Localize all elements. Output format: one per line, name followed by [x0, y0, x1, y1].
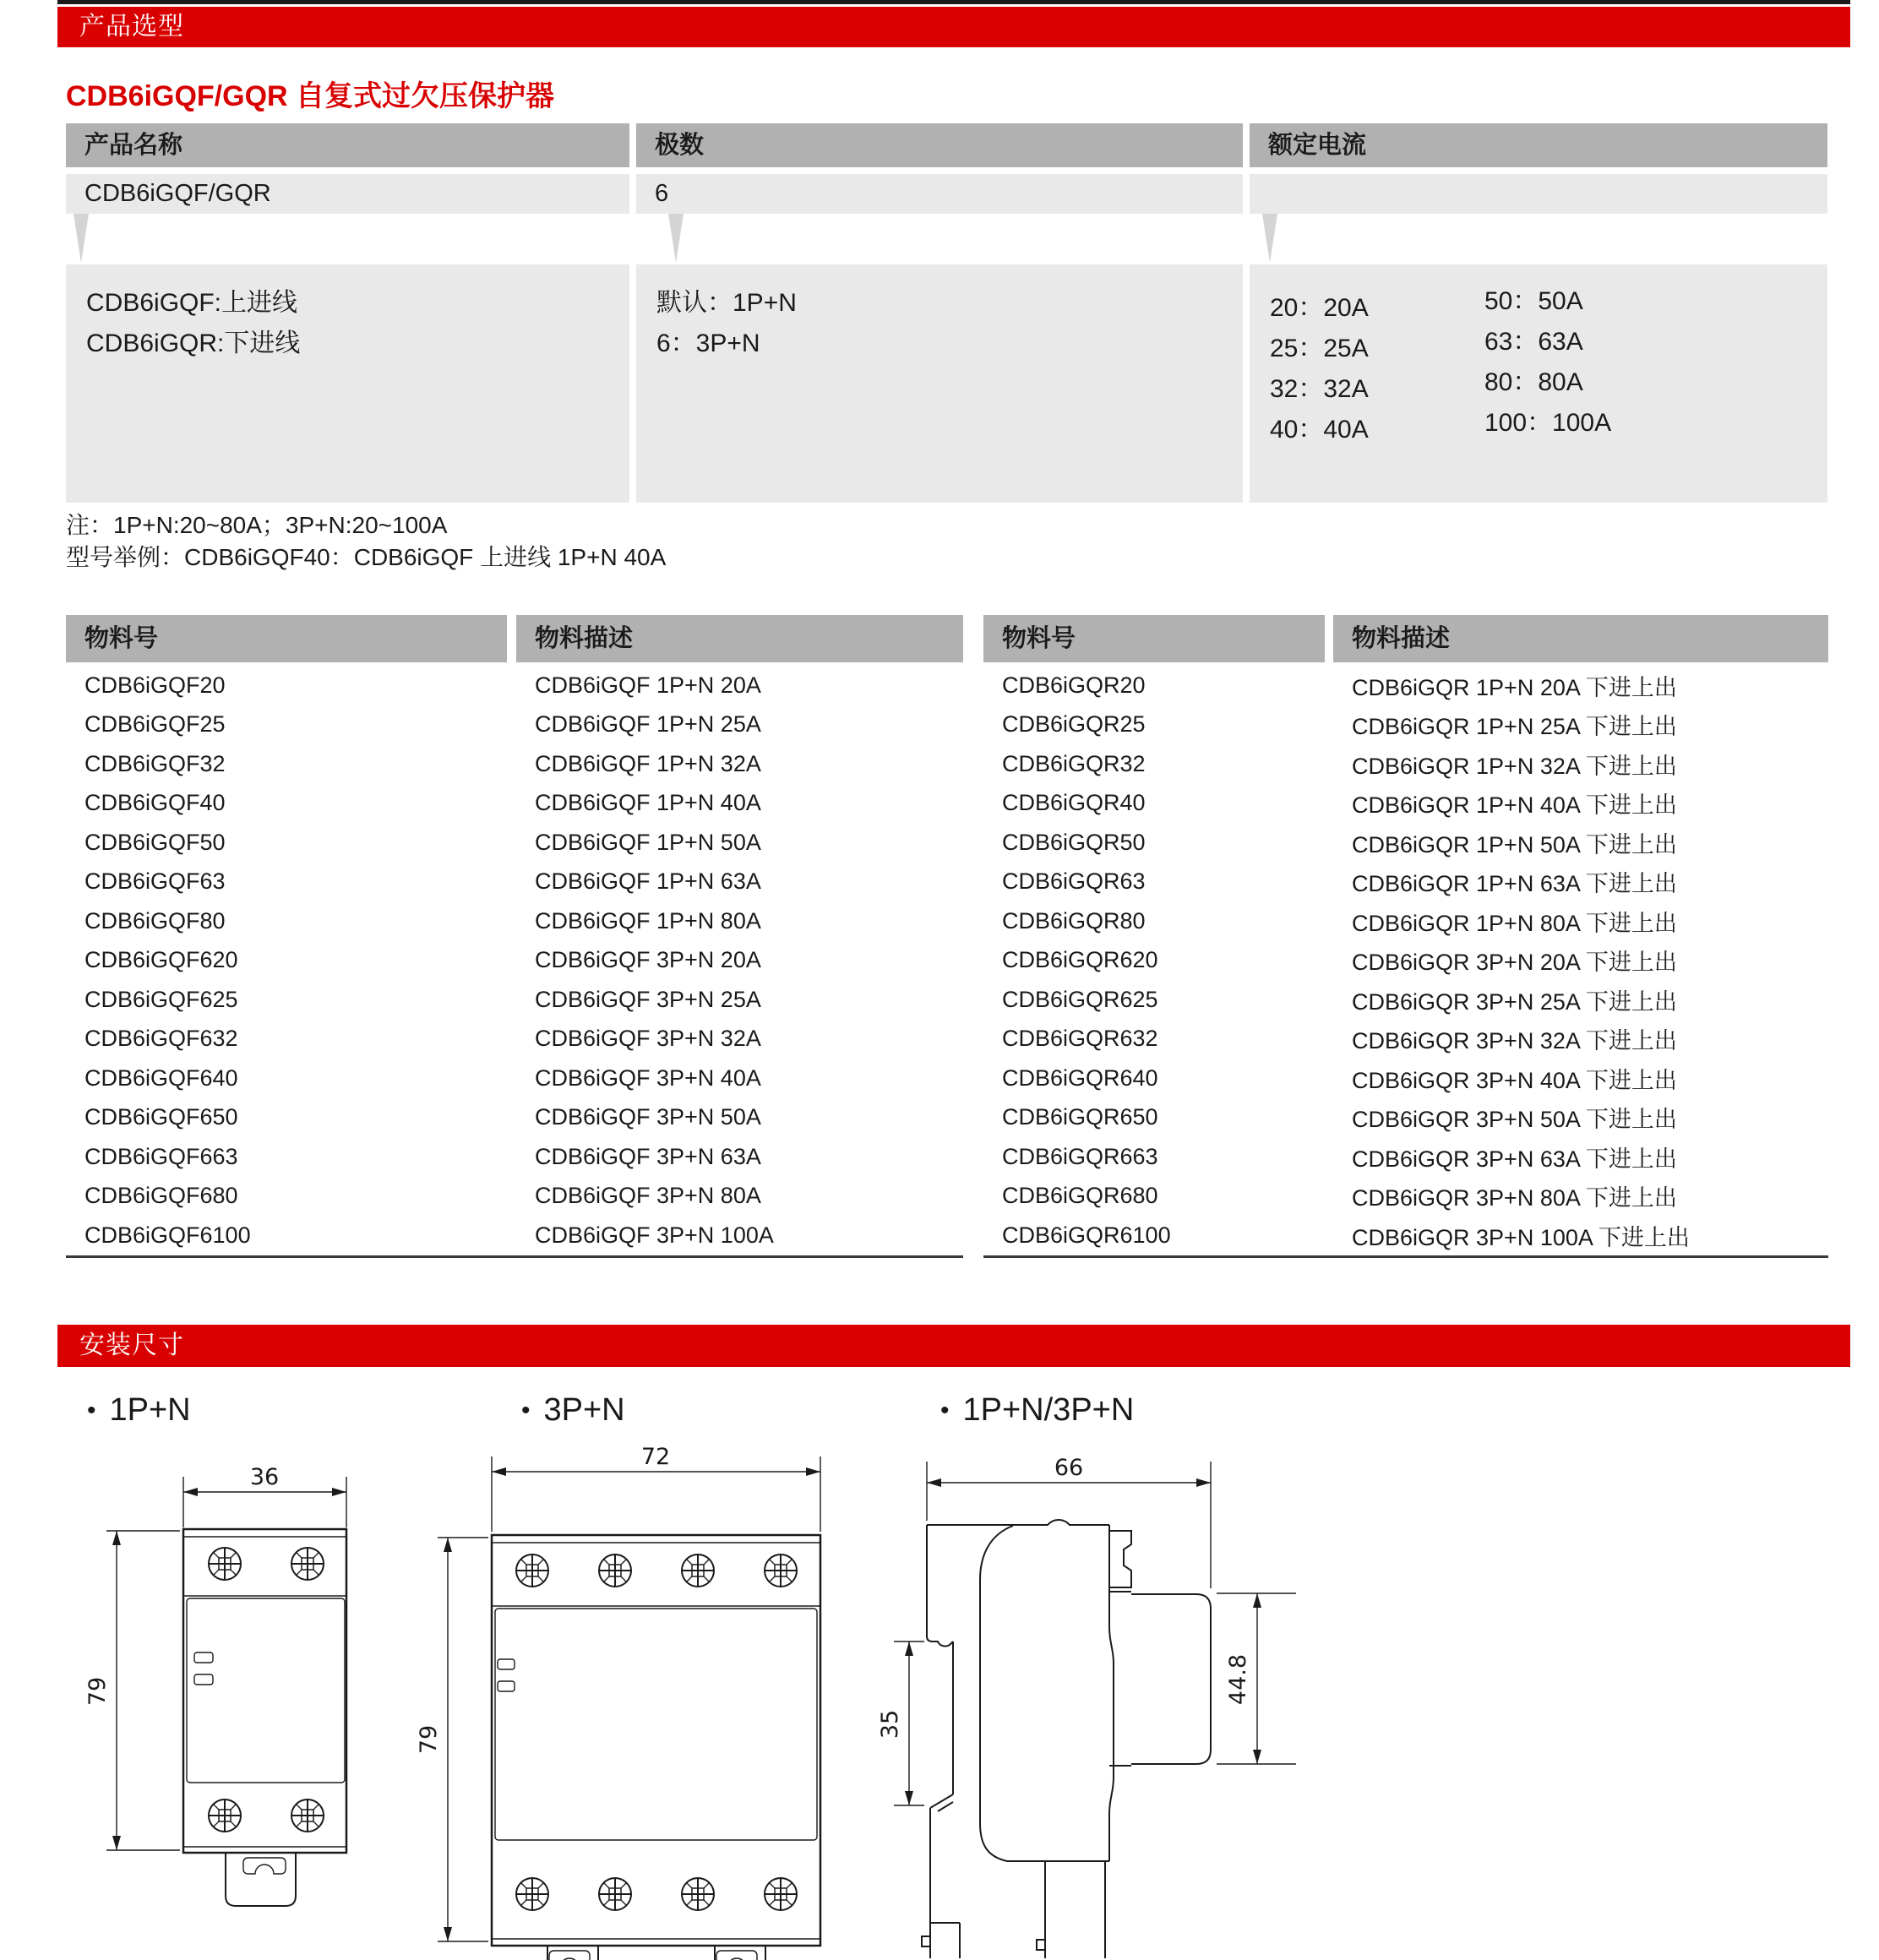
material-desc: CDB6iGQR 1P+N 20A 下进上出: [1352, 674, 1677, 700]
drawing-label-3pn: [521, 1392, 625, 1429]
screw-terminal-icon: [599, 1554, 631, 1587]
material-desc: CDB6iGQR 1P+N 25A 下进上出: [1352, 714, 1677, 740]
material-code: CDB6iGQF640: [84, 1064, 238, 1091]
material-code: CDB6iGQF632: [84, 1026, 238, 1052]
table-row: [66, 784, 963, 824]
option-line: 6：3P+N: [656, 329, 760, 357]
table-bottom-border: [66, 1255, 963, 1258]
din-clip: [1037, 1861, 1105, 1958]
selection-header-rated-current: 额定电流: [1250, 123, 1827, 167]
material-code: CDB6iGQR80: [1002, 907, 1146, 934]
table-row: [66, 1059, 963, 1098]
table-row: [983, 941, 1828, 981]
material-desc: CDB6iGQR 3P+N 25A 下进上出: [1352, 988, 1677, 1015]
table-row: [66, 980, 963, 1020]
screw-terminal-icon: [516, 1878, 548, 1910]
material-table-right: [983, 666, 1828, 1255]
product-title: CDB6iGQF/GQR 自复式过欠压保护器: [66, 80, 555, 112]
material-code: CDB6iGQF50: [84, 829, 226, 855]
section-header-product-selection: 产品选型: [57, 7, 1850, 47]
dim-rail-height: 35: [877, 1709, 903, 1740]
din-clip: [715, 1946, 765, 1960]
screw-terminal-icon: [682, 1554, 714, 1587]
bullet-icon: •: [940, 1396, 950, 1424]
material-desc: CDB6iGQR 3P+N 40A 下进上出: [1352, 1067, 1677, 1093]
material-code: CDB6iGQR625: [1002, 986, 1158, 1012]
material-desc: CDB6iGQR 3P+N 50A 下进上出: [1352, 1107, 1677, 1133]
screw-terminal-icon: [291, 1548, 324, 1580]
option-line: 20：20A: [1270, 294, 1369, 322]
page-top-border: [57, 0, 1850, 4]
rated-current-column-1: [1270, 288, 1369, 450]
material-desc: CDB6iGQR 1P+N 32A 下进上出: [1352, 753, 1677, 779]
device-outline: [183, 1529, 346, 1853]
material-code: CDB6iGQF63: [84, 868, 226, 895]
material-header-desc-left: 物料描述: [516, 615, 963, 662]
material-desc: CDB6iGQF 1P+N 50A: [535, 829, 761, 855]
material-code: CDB6iGQF32: [84, 750, 226, 776]
table-row: [983, 901, 1828, 941]
options-poles: [636, 264, 1243, 503]
material-code: CDB6iGQF663: [84, 1143, 238, 1169]
material-desc: CDB6iGQR 3P+N 32A 下进上出: [1352, 1028, 1677, 1054]
note-line-example: 型号举例：CDB6iGQF40：CDB6iGQF 上进线 1P+N 40A: [66, 544, 667, 570]
material-desc: CDB6iGQR 3P+N 80A 下进上出: [1352, 1185, 1677, 1211]
dim-height-3pn: 79: [416, 1724, 442, 1755]
material-desc: CDB6iGQF 1P+N 32A: [535, 750, 761, 776]
material-code: CDB6iGQF680: [84, 1183, 238, 1209]
material-desc: CDB6iGQF 3P+N 63A: [535, 1143, 761, 1169]
material-desc: CDB6iGQF 3P+N 80A: [535, 1183, 761, 1209]
material-code: CDB6iGQF80: [84, 907, 226, 934]
selection-header-product-name: 产品名称: [66, 123, 629, 167]
table-row: [983, 1177, 1828, 1217]
table-row: [983, 1216, 1828, 1255]
bullet-icon: •: [521, 1396, 531, 1424]
option-line: 32：32A: [1270, 375, 1369, 403]
drawing-3pn-front-view: [397, 1436, 845, 1960]
selection-value-rated-current: [1250, 174, 1827, 214]
section-header-installation-dimensions: 安装尺寸: [57, 1325, 1850, 1367]
table-row: [983, 1020, 1828, 1059]
material-code: CDB6iGQR632: [1002, 1026, 1158, 1052]
table-row: [983, 705, 1828, 745]
material-code: CDB6iGQR680: [1002, 1183, 1158, 1209]
options-product-name: [66, 264, 629, 503]
material-desc: CDB6iGQR 1P+N 40A 下进上出: [1352, 792, 1677, 819]
material-desc: CDB6iGQF 3P+N 32A: [535, 1026, 761, 1052]
material-code: CDB6iGQR40: [1002, 790, 1146, 816]
material-code: CDB6iGQR620: [1002, 947, 1158, 973]
dim-height-1pn: 79: [84, 1676, 111, 1707]
table-row: [66, 705, 963, 745]
screw-terminal-icon: [765, 1554, 797, 1587]
selection-notes: [66, 509, 666, 574]
option-line: 40：40A: [1270, 416, 1369, 444]
down-arrow-icon: [668, 214, 684, 263]
options-rated-current: [1250, 264, 1827, 503]
drawing-label-text: 1P+N: [109, 1392, 191, 1428]
material-desc: CDB6iGQF 1P+N 63A: [535, 868, 761, 895]
option-line: 默认：1P+N: [656, 289, 797, 317]
table-row: [66, 1216, 963, 1255]
material-code: CDB6iGQF625: [84, 986, 238, 1012]
material-code: CDB6iGQF6100: [84, 1222, 251, 1248]
screw-terminal-icon: [209, 1799, 241, 1832]
option-line: 25：25A: [1270, 335, 1369, 362]
material-code: CDB6iGQR20: [1002, 672, 1146, 698]
table-bottom-border: [983, 1255, 1828, 1258]
table-row: [66, 1177, 963, 1217]
table-row: [66, 1020, 963, 1059]
dim-width-3pn: 72: [640, 1444, 671, 1470]
material-code: CDB6iGQF40: [84, 790, 226, 816]
material-desc: CDB6iGQR 3P+N 20A 下进上出: [1352, 950, 1677, 976]
screw-terminal-icon: [765, 1878, 797, 1910]
table-row: [66, 901, 963, 941]
table-row: [983, 1059, 1828, 1098]
table-row: [983, 1098, 1828, 1138]
material-desc: CDB6iGQR 1P+N 63A 下进上出: [1352, 871, 1677, 897]
drawing-label-side: [940, 1392, 1134, 1429]
table-row: [66, 863, 963, 902]
down-arrow-icon: [1262, 214, 1277, 263]
drawing-side-view: [870, 1436, 1326, 1960]
table-row: [983, 1137, 1828, 1177]
screw-terminal-icon: [682, 1878, 714, 1910]
material-code: CDB6iGQR663: [1002, 1143, 1158, 1169]
screw-terminal-icon: [209, 1548, 241, 1580]
material-code: CDB6iGQR650: [1002, 1104, 1158, 1130]
material-code: CDB6iGQR50: [1002, 829, 1146, 855]
screw-terminal-icon: [516, 1554, 548, 1587]
material-desc: CDB6iGQF 1P+N 20A: [535, 672, 761, 698]
material-desc: CDB6iGQF 1P+N 25A: [535, 711, 761, 738]
table-row: [66, 744, 963, 784]
dim-width-1pn: 36: [249, 1464, 280, 1490]
selection-header-poles: 极数: [636, 123, 1243, 167]
drawing-label-text: 1P+N/3P+N: [962, 1392, 1135, 1428]
material-code: CDB6iGQR63: [1002, 868, 1146, 895]
screw-terminal-icon: [291, 1799, 324, 1832]
rated-current-column-2: [1484, 281, 1611, 444]
note-line-range: 注：1P+N:20~80A；3P+N:20~100A: [66, 512, 448, 538]
material-code: CDB6iGQR25: [1002, 711, 1146, 738]
table-row: [983, 744, 1828, 784]
material-header-code-right: 物料号: [983, 615, 1325, 662]
material-code: CDB6iGQF25: [84, 711, 226, 738]
selection-value-product-name: CDB6iGQF/GQR: [66, 174, 629, 214]
table-row: [66, 941, 963, 981]
material-desc: CDB6iGQR 3P+N 63A 下进上出: [1352, 1146, 1677, 1172]
option-line: 80：80A: [1484, 368, 1583, 396]
drawing-label-1pn: [87, 1392, 191, 1429]
material-code: CDB6iGQF20: [84, 672, 226, 698]
drawing-label-text: 3P+N: [543, 1392, 625, 1428]
selection-value-poles: 6: [636, 174, 1243, 214]
drawing-1pn-front-view: [51, 1436, 456, 1960]
option-line: 100：100A: [1484, 409, 1612, 437]
option-line: 63：63A: [1484, 328, 1583, 356]
material-desc: CDB6iGQR 1P+N 80A 下进上出: [1352, 910, 1677, 936]
table-row: [983, 823, 1828, 863]
down-arrow-icon: [74, 214, 89, 263]
material-header-code-left: 物料号: [66, 615, 507, 662]
material-code: CDB6iGQF650: [84, 1104, 238, 1130]
material-desc: CDB6iGQF 3P+N 50A: [535, 1104, 761, 1130]
material-table-left: [66, 666, 963, 1255]
material-header-desc-right: 物料描述: [1333, 615, 1828, 662]
material-desc: CDB6iGQF 3P+N 20A: [535, 947, 761, 973]
material-desc: CDB6iGQF 1P+N 40A: [535, 790, 761, 816]
screw-terminal-icon: [599, 1878, 631, 1910]
material-desc: CDB6iGQR 3P+N 100A 下进上出: [1352, 1224, 1690, 1250]
material-code: CDB6iGQF620: [84, 947, 238, 973]
table-row: [983, 666, 1828, 705]
material-desc: CDB6iGQF 3P+N 40A: [535, 1064, 761, 1091]
table-row: [983, 863, 1828, 902]
material-desc: CDB6iGQF 3P+N 100A: [535, 1222, 774, 1248]
dim-depth-total: 66: [1054, 1455, 1084, 1481]
table-row: [66, 666, 963, 705]
table-row: [983, 980, 1828, 1020]
material-code: CDB6iGQR6100: [1002, 1222, 1171, 1248]
option-line: CDB6iGQR:下进线: [86, 329, 301, 357]
table-row: [66, 823, 963, 863]
material-desc: CDB6iGQF 1P+N 80A: [535, 907, 761, 934]
material-code: CDB6iGQR640: [1002, 1064, 1158, 1091]
din-clip: [547, 1946, 598, 1960]
table-row: [66, 1137, 963, 1177]
option-line: CDB6iGQF:上进线: [86, 289, 298, 317]
dim-block-height: 44.8: [1225, 1653, 1251, 1706]
table-row: [983, 784, 1828, 824]
material-code: CDB6iGQR32: [1002, 750, 1146, 776]
material-desc: CDB6iGQF 3P+N 25A: [535, 986, 761, 1012]
table-row: [66, 1098, 963, 1138]
bullet-icon: •: [87, 1396, 96, 1424]
material-desc: CDB6iGQR 1P+N 50A 下进上出: [1352, 831, 1677, 858]
side-profile: [927, 1525, 953, 1647]
option-line: 50：50A: [1484, 287, 1583, 315]
